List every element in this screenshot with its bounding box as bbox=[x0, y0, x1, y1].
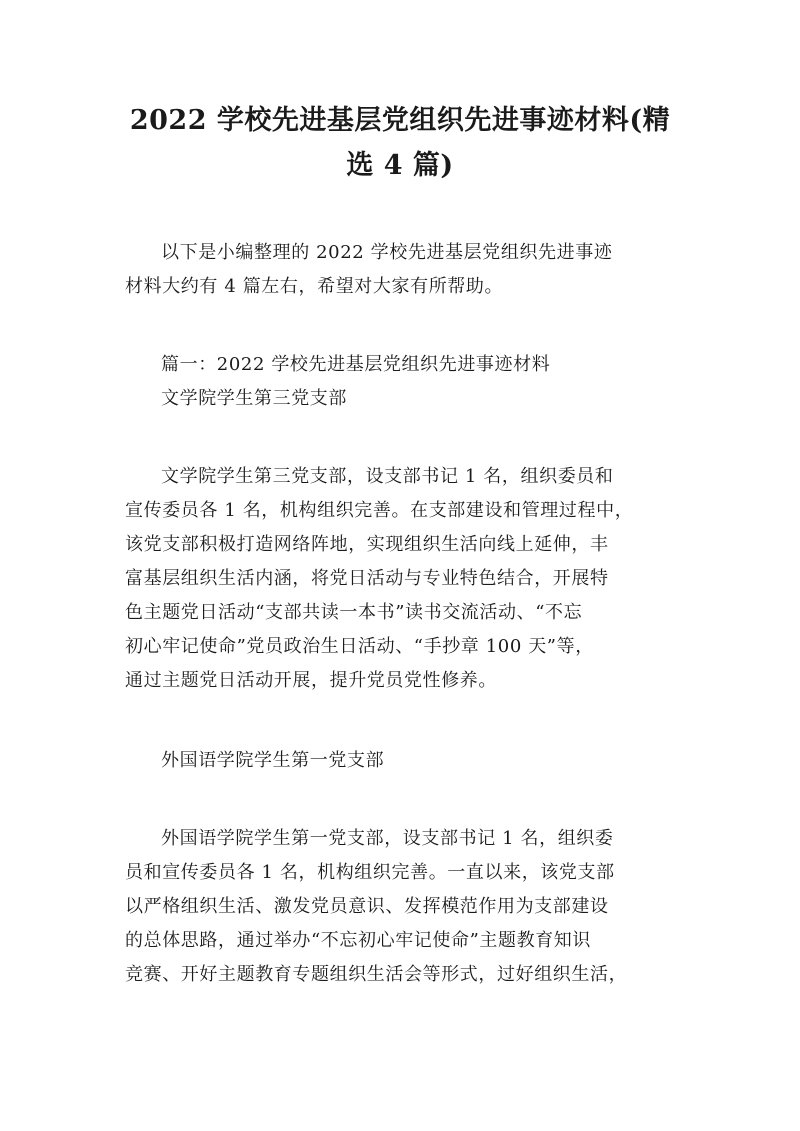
section2-line-4: 的总体思路，通过举办“不忘初心牢记使命”主题教育知识 bbox=[125, 930, 592, 951]
section2-line-1: 外国语学院学生第一党支部，设支部书记 1 名，组织委 bbox=[161, 828, 614, 849]
section2-line-3: 以严格组织生活、激发党员意识、发挥模范作用为支部建设 bbox=[125, 896, 609, 917]
intro-line-1: 以下是小编整理的 2022 学校先进基层党组织先进事迹 bbox=[161, 242, 613, 263]
section2-line-5: 竞赛、开好主题教育专题组织生活会等形式，过好组织生活， bbox=[125, 964, 628, 985]
title-line-1: 2022 学校先进基层党组织先进事迹材料(精 bbox=[129, 105, 671, 136]
chapter-subheading: 文学院学生第三党支部 bbox=[161, 388, 347, 409]
section2-paragraph bbox=[125, 822, 675, 992]
chapter-heading: 篇一：2022 学校先进基层党组织先进事迹材料 bbox=[161, 354, 551, 375]
section1-line-3: 该党支部积极打造网络阵地，实现组织生活向线上延伸，丰 bbox=[125, 534, 609, 555]
section1-line-7: 通过主题党日活动开展，提升党员党性修养。 bbox=[125, 670, 497, 691]
section2-heading-block bbox=[125, 744, 675, 778]
section2-line-2: 员和宣传委员各 1 名，机构组织完善。一直以来，该党支部 bbox=[125, 862, 615, 883]
section1-line-2: 宣传委员各 1 名，机构组织完善。在支部建设和管理过程中， bbox=[125, 500, 634, 521]
section1-line-1: 文学院学生第三党支部，设支部书记 1 名，组织委员和 bbox=[161, 466, 614, 487]
chapter-heading-block bbox=[125, 348, 675, 416]
intro-paragraph bbox=[125, 236, 675, 304]
section1-paragraph bbox=[125, 460, 675, 698]
section1-line-5: 色主题党日活动“支部共读一本书”读书交流活动、“不忘 bbox=[125, 602, 583, 623]
section1-line-6: 初心牢记使命”党员政治生日活动、“手抄章 100 天”等， bbox=[125, 636, 594, 657]
section1-line-4: 富基层组织生活内涵，将党日活动与专业特色结合，开展特 bbox=[125, 568, 609, 589]
section2-heading: 外国语学院学生第一党支部 bbox=[161, 750, 385, 771]
intro-line-2: 材料大约有 4 篇左右，希望对大家有所帮助。 bbox=[125, 276, 504, 297]
title-line-2: 选 4 篇) bbox=[346, 150, 454, 181]
document-title bbox=[125, 98, 675, 188]
